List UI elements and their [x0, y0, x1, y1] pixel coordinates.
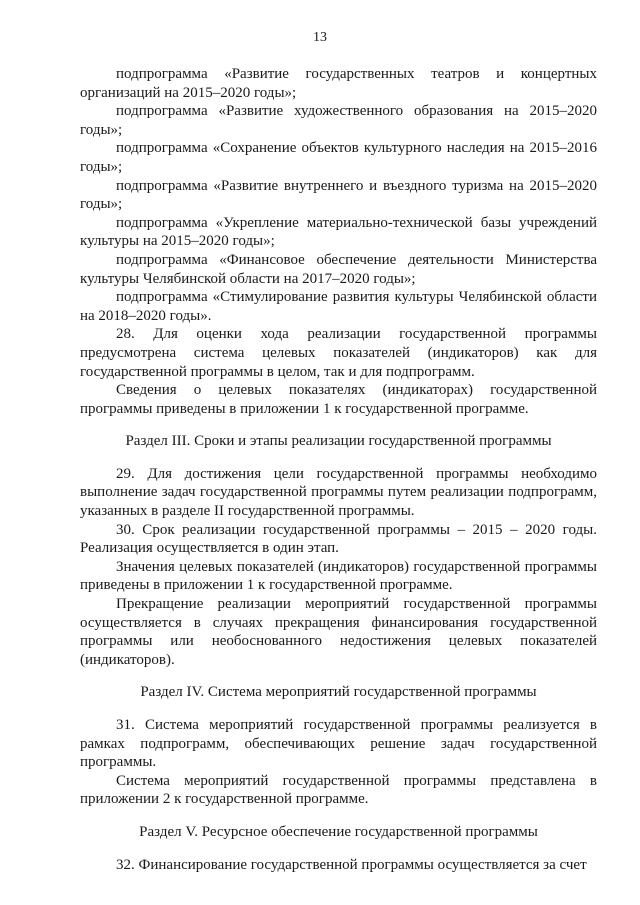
paragraph: подпрограмма «Развитие художественного образования на 2015–2020 годы»;: [80, 103, 597, 138]
paragraph: 28. Для оценки хода реализации государственной программы предусмотрена система целевых показателей (индикаторов) как для государственной программы в целом, так и для подпрограмм.: [80, 326, 597, 380]
paragraph: Значения целевых показателей (индикаторов) государственной программы приведены в приложении 1 к государственной программе.: [80, 558, 597, 594]
paragraph: подпрограмма «Стимулирование развития культуры Челябинской области на 2018–2020 годы».: [80, 289, 597, 324]
paragraph: подпрограмма «Развитие государственных театров и концертных организаций на 2015–2020 годы»;: [80, 66, 597, 101]
paragraph: Сведения о целевых показателях (индикаторах) государственной программы приведены в приложении 1 к государственной программе.: [80, 382, 597, 417]
section-4-body: [80, 716, 597, 809]
section-5-body: [80, 856, 597, 875]
paragraph: 31. Система мероприятий государственной программы реализуется в рамках подпрограмм, обеспечивающих решение задач государственной программы.: [80, 717, 597, 771]
paragraph: подпрограмма «Сохранение объектов культурного наследия на 2015–2016 годы»;: [80, 140, 597, 175]
paragraph: 30. Срок реализации государственной программы – 2015 – 2020 годы. Реализация осуществляется в один этап.: [80, 521, 597, 557]
section-heading: Раздел III. Сроки и этапы реализации государственной программы: [125, 433, 552, 450]
paragraph: 32. Финансирование государственной программы осуществляется за счет: [116, 856, 587, 873]
subprogram-list: [80, 65, 597, 418]
paragraph: подпрограмма «Финансовое обеспечение деятельности Министерства культуры Челябинской области на 2017–2020 годы»;: [80, 251, 597, 287]
section-heading: Раздел IV. Система мероприятий государственной программы: [140, 684, 537, 701]
paragraph: подпрограмма «Укрепление материально-технической базы учреждений культуры на 2015–2020 годы»;: [80, 214, 597, 250]
document-body: [80, 65, 597, 874]
paragraph: Прекращение реализации мероприятий государственной программы осуществляется в случаях прекращения финансирования государственной программы или необоснованного недостижения целевых показателей (индикаторов).: [80, 596, 597, 668]
paragraph: подпрограмма «Развитие внутреннего и въездного туризма на 2015–2020 годы»;: [80, 177, 597, 213]
section-3-body: [80, 465, 597, 670]
paragraph: 29. Для достижения цели государственной программы необходимо выполнение задач государственной программы путем реализации подпрограмм, указанных в разделе II государственной программы.: [80, 465, 597, 520]
section-heading: Раздел V. Ресурсное обеспечение государственной программы: [139, 823, 538, 840]
page-number: 13: [313, 30, 327, 45]
paragraph: Система мероприятий государственной программы представлена в приложении 2 к государственной программе.: [80, 772, 597, 808]
